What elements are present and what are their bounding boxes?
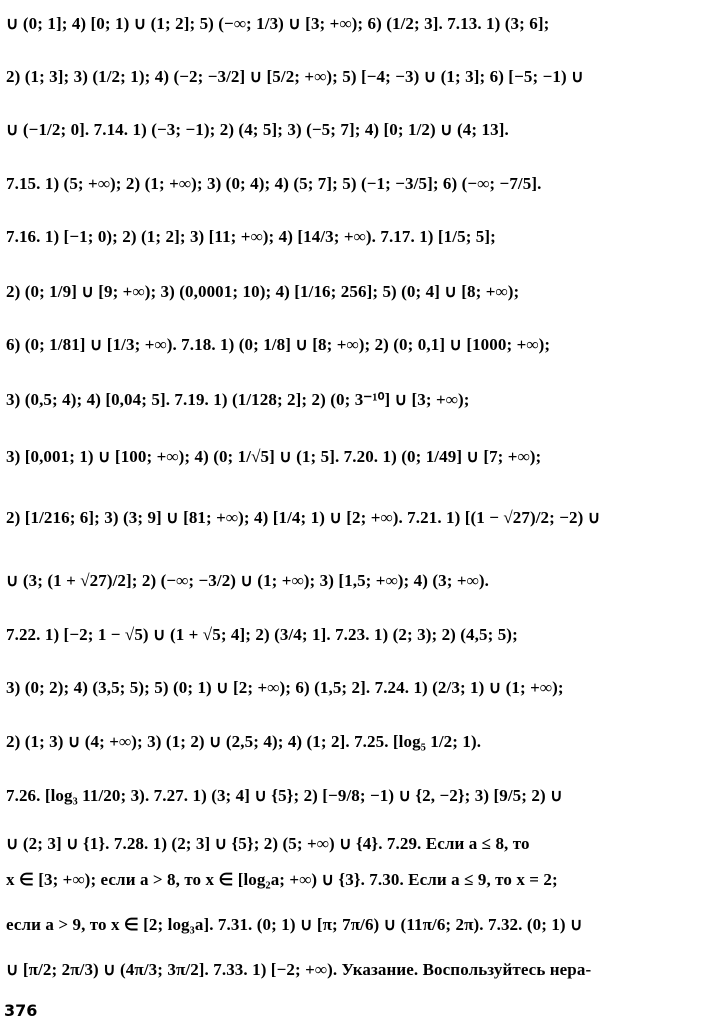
answer-line: 7.16. 1) [−1; 0); 2) (1; 2]; 3) [11; +∞); 4) [14/3; +∞). 7.17. 1) [1/5; 5];: [6, 227, 496, 246]
answer-line: 2) [1/216; 6]; 3) (3; 9] ∪ [81; +∞); 4) [1/4; 1) ∪ [2; +∞). 7.21. 1) [(1 − √27)/2; −2) ∪: [6, 508, 601, 527]
answer-line: ∪ (0; 1]; 4) [0; 1) ∪ (1; 2]; 5) (−∞; 1/3) ∪ [3; +∞); 6) (1/2; 3]. 7.13. 1) (3; 6];: [6, 14, 550, 33]
answer-line: 3) [0,001; 1) ∪ [100; +∞); 4) (0; 1/√5] ∪ (1; 5]. 7.20. 1) (0; 1/49] ∪ [7; +∞);: [6, 447, 542, 466]
answer-line: ∪ (−1/2; 0]. 7.14. 1) (−3; −1); 2) (4; 5]; 3) (−5; 7]; 4) [0; 1/2) ∪ (4; 13].: [6, 120, 509, 139]
page-number: 376: [4, 1001, 38, 1020]
answer-line: 2) (0; 1/9] ∪ [9; +∞); 3) (0,0001; 10); 4) [1/16; 256]; 5) (0; 4] ∪ [8; +∞);: [6, 282, 520, 301]
answer-line: ∪ (2; 3] ∪ {1}. 7.28. 1) (2; 3] ∪ {5}; 2) (5; +∞) ∪ {4}. 7.29. Если a ≤ 8, то: [6, 834, 530, 853]
answer-line: 7.22. 1) [−2; 1 − √5) ∪ (1 + √5; 4]; 2) (3/4; 1]. 7.23. 1) (2; 3); 2) (4,5; 5);: [6, 625, 518, 644]
answer-line: если a > 9, то x ∈ [2; log₃a]. 7.31. (0; 1) ∪ [π; 7π/6) ∪ (11π/6; 2π). 7.32. (0; 1) ∪: [6, 915, 583, 934]
answer-line: 2) (1; 3]; 3) (1/2; 1); 4) (−2; −3/2] ∪ [5/2; +∞); 5) [−4; −3) ∪ (1; 3]; 6) [−5; −1) ∪: [6, 67, 584, 86]
answer-line: 7.26. [log₃ 11/20; 3). 7.27. 1) (3; 4] ∪ {5}; 2) [−9/8; −1) ∪ {2, −2}; 3) [9/5; 2) ∪: [6, 786, 563, 805]
answer-line: 7.15. 1) (5; +∞); 2) (1; +∞); 3) (0; 4); 4) (5; 7]; 5) (−1; −3/5]; 6) (−∞; −7/5].: [6, 174, 542, 193]
answer-line: x ∈ [3; +∞); если a > 8, то x ∈ [log₂a; +∞) ∪ {3}. 7.30. Если a ≤ 9, то x = 2;: [6, 870, 558, 889]
answer-line: 3) (0; 2); 4) (3,5; 5); 5) (0; 1) ∪ [2; +∞); 6) (1,5; 2]. 7.24. 1) (2/3; 1) ∪ (1; +∞);: [6, 678, 564, 697]
answer-line: 6) (0; 1/81] ∪ [1/3; +∞). 7.18. 1) (0; 1/8] ∪ [8; +∞); 2) (0; 0,1] ∪ [1000; +∞);: [6, 335, 551, 354]
answer-line: ∪ (3; (1 + √27)/2]; 2) (−∞; −3/2) ∪ (1; +∞); 3) [1,5; +∞); 4) (3; +∞).: [6, 571, 489, 590]
answer-line: ∪ [π/2; 2π/3) ∪ (4π/3; 3π/2]. 7.33. 1) [−2; +∞). Указание. Воспользуйтесь нера-: [6, 960, 592, 979]
answer-line: 3) (0,5; 4); 4) [0,04; 5]. 7.19. 1) (1/128; 2]; 2) (0; 3⁻¹⁰] ∪ [3; +∞);: [6, 390, 470, 409]
answer-line: 2) (1; 3) ∪ (4; +∞); 3) (1; 2) ∪ (2,5; 4); 4) (1; 2]. 7.25. [log₅ 1/2; 1).: [6, 732, 482, 751]
